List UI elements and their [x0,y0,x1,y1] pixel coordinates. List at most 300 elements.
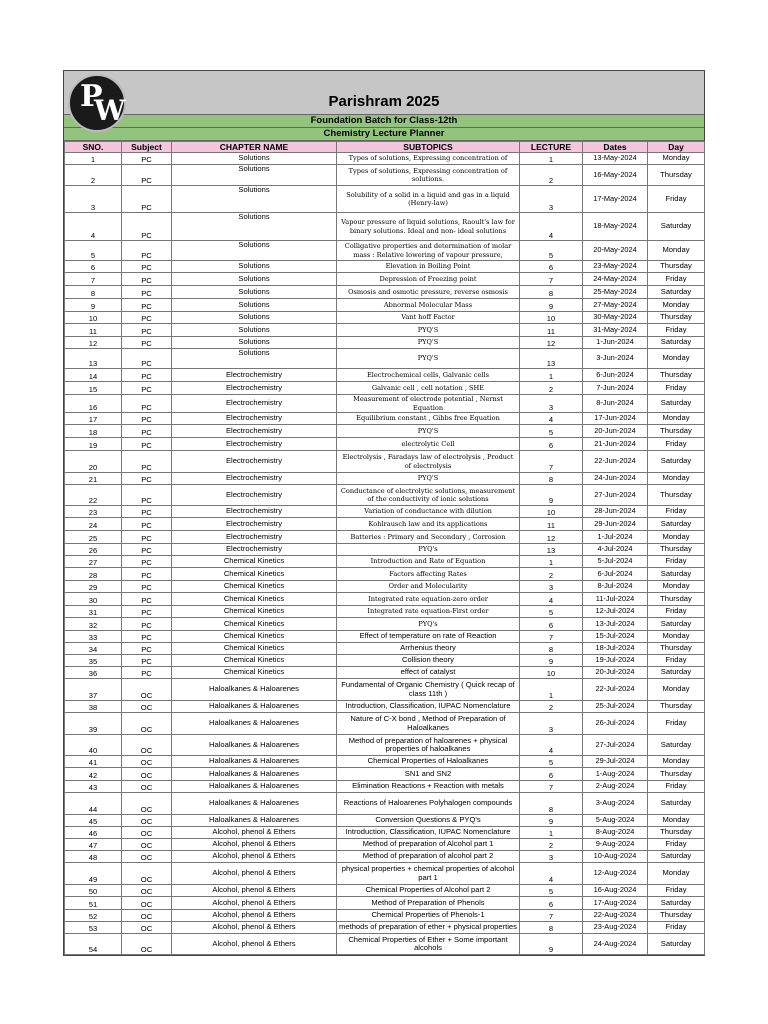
cell-subject: PC [122,568,172,581]
cell-date: 29-Jul-2024 [583,756,648,768]
cell-day: Thursday [648,425,705,438]
cell-day: Monday [648,581,705,593]
table-row [65,273,705,286]
cell-date: 26-Jul-2024 [583,713,648,735]
cell-date: 24-Aug-2024 [583,934,648,955]
cell-day: Saturday [648,518,705,531]
cell-day: Monday [648,631,705,643]
table-row [65,186,705,213]
table-row [65,556,705,568]
cell-date: 12-Jul-2024 [583,606,648,618]
cell-lecture: 5 [520,606,583,618]
cell-lecture: 6 [520,618,583,631]
table-row [65,679,705,701]
cell-chapter: Electrochemistry [172,395,337,413]
cell-chapter: Alcohol, phenol & Ethers [172,863,337,885]
table-row [65,485,705,506]
table-row [65,793,705,815]
cell-chapter: Electrochemistry [172,531,337,544]
cell-subtopic: Batteries : Primary and Secondary , Corrosion [337,531,520,544]
cell-chapter: Solutions [172,213,337,241]
cell-day: Thursday [648,593,705,606]
table-row [65,286,705,299]
cell-date: 6-Jul-2024 [583,568,648,581]
cell-date: 20-May-2024 [583,241,648,261]
cell-chapter: Chemical Kinetics [172,568,337,581]
cell-lecture: 5 [520,425,583,438]
cell-subject: PC [122,556,172,568]
cell-subject: OC [122,839,172,851]
cell-sno: 8 [65,286,122,299]
cell-lecture: 1 [520,827,583,839]
cell-sno: 48 [65,851,122,863]
cell-day: Friday [648,382,705,395]
cell-chapter: Electrochemistry [172,369,337,382]
cell-day: Saturday [648,667,705,679]
cell-date: 22-Jun-2024 [583,451,648,473]
cell-subtopic: Chemical Properties of Alcohol part 2 [337,885,520,897]
cell-date: 18-Jul-2024 [583,643,648,655]
table-row [65,768,705,781]
cell-day: Monday [648,531,705,544]
cell-day: Saturday [648,337,705,349]
cell-lecture: 6 [520,261,583,273]
cell-date: 27-Jul-2024 [583,735,648,756]
cell-chapter: Chemical Kinetics [172,606,337,618]
cell-subject: PC [122,186,172,213]
cell-lecture: 9 [520,485,583,506]
cell-subtopic: Equilibrium constant , Gibbs free Equation [337,413,520,425]
cell-chapter: Electrochemistry [172,382,337,395]
cell-sno: 6 [65,261,122,273]
cell-subject: OC [122,922,172,934]
cell-subject: OC [122,793,172,815]
cell-chapter: Solutions [172,324,337,337]
cell-day: Thursday [648,261,705,273]
cell-chapter: Alcohol, phenol & Ethers [172,827,337,839]
cell-subtopic: Factors affecting Rates [337,568,520,581]
cell-subtopic: Types of solutions, Expressing concentration of [337,153,520,165]
cell-sno: 32 [65,618,122,631]
cell-subject: PC [122,606,172,618]
cell-subject: OC [122,851,172,863]
table-row [65,851,705,863]
cell-sno: 47 [65,839,122,851]
cell-sno: 19 [65,438,122,451]
cell-day: Saturday [648,618,705,631]
cell-date: 22-Aug-2024 [583,910,648,922]
cell-subtopic: Chemical Properties of Phenols-1 [337,910,520,922]
cell-date: 7-Jun-2024 [583,382,648,395]
cell-date: 12-Aug-2024 [583,863,648,885]
cell-day: Monday [648,241,705,261]
cell-chapter: Solutions [172,349,337,369]
cell-sno: 45 [65,815,122,827]
cell-subtopic: PYQ's [337,618,520,631]
table-row [65,655,705,667]
cell-lecture: 2 [520,382,583,395]
cell-chapter: Alcohol, phenol & Ethers [172,934,337,955]
cell-subtopic: Elevation in Boiling Point [337,261,520,273]
cell-chapter: Solutions [172,261,337,273]
cell-subject: PC [122,312,172,324]
cell-day: Friday [648,324,705,337]
cell-sno: 12 [65,337,122,349]
cell-sno: 22 [65,485,122,506]
table-row [65,153,705,165]
table-row [65,165,705,186]
cell-subtopic: Collision theory [337,655,520,667]
cell-date: 1-Jul-2024 [583,531,648,544]
cell-chapter: Haloalkanes & Haloarenes [172,793,337,815]
cell-sno: 20 [65,451,122,473]
table-row [65,815,705,827]
cell-subtopic: Measurement of electrode potential , Nernst Equation [337,395,520,413]
cell-sno: 35 [65,655,122,667]
cell-lecture: 7 [520,273,583,286]
cell-lecture: 9 [520,815,583,827]
cell-subject: PC [122,369,172,382]
table-row [65,667,705,679]
cell-subtopic: effect of catalyst [337,667,520,679]
table-row [65,337,705,349]
cell-subtopic: Elimination Reactions + Reaction with metals [337,781,520,793]
cell-chapter: Solutions [172,312,337,324]
cell-chapter: Solutions [172,337,337,349]
cell-chapter: Solutions [172,273,337,286]
cell-subtopic: Electrolysis , Faradays law of electrolysis , Product of electrolysis [337,451,520,473]
cell-lecture: 10 [520,312,583,324]
cell-lecture: 6 [520,897,583,910]
cell-subject: PC [122,286,172,299]
cell-subject: PC [122,273,172,286]
cell-sno: 33 [65,631,122,643]
cell-date: 5-Aug-2024 [583,815,648,827]
cell-lecture: 7 [520,631,583,643]
cell-chapter: Alcohol, phenol & Ethers [172,885,337,897]
cell-date: 8-Aug-2024 [583,827,648,839]
cell-sno: 25 [65,531,122,544]
cell-subject: OC [122,885,172,897]
cell-lecture: 6 [520,768,583,781]
cell-day: Monday [648,473,705,485]
cell-subject: OC [122,701,172,713]
cell-sno: 31 [65,606,122,618]
cell-date: 2-Aug-2024 [583,781,648,793]
cell-lecture: 7 [520,451,583,473]
cell-subject: PC [122,506,172,518]
table-row [65,451,705,473]
cell-lecture: 8 [520,922,583,934]
table-row [65,413,705,425]
cell-lecture: 8 [520,286,583,299]
cell-chapter: Solutions [172,153,337,165]
cell-subtopic: Introduction and Rate of Equation [337,556,520,568]
cell-lecture: 9 [520,655,583,667]
cell-sno: 21 [65,473,122,485]
cell-sno: 26 [65,544,122,556]
cell-day: Thursday [648,701,705,713]
table-row [65,735,705,756]
cell-chapter: Solutions [172,299,337,312]
cell-sno: 13 [65,349,122,369]
table-row [65,618,705,631]
cell-subtopic: Integrated rate equation-First order [337,606,520,618]
table-row [65,299,705,312]
cell-subtopic: Osmosis and osmotic pressure, reverse osmosis [337,286,520,299]
cell-sno: 37 [65,679,122,701]
cell-day: Monday [648,153,705,165]
cell-sno: 42 [65,768,122,781]
cell-subtopic: Introduction, Classification, IUPAC Nomenclature [337,701,520,713]
cell-subject: PC [122,618,172,631]
cell-day: Friday [648,438,705,451]
cell-sno: 41 [65,756,122,768]
cell-lecture: 2 [520,701,583,713]
table-row [65,369,705,382]
table-row [65,438,705,451]
logo-letter-w: W [94,94,126,127]
cell-date: 25-May-2024 [583,286,648,299]
cell-subject: PC [122,581,172,593]
cell-lecture: 3 [520,851,583,863]
cell-day: Friday [648,713,705,735]
cell-sno: 16 [65,395,122,413]
cell-date: 25-Jul-2024 [583,701,648,713]
column-header-lecture: LECTURE [520,142,583,153]
cell-lecture: 5 [520,241,583,261]
cell-subtopic: Colligative properties and determination of molar mass : Relative lowering of vapour pressure, [337,241,520,261]
cell-subtopic: Method of preparation of alcohol part 2 [337,851,520,863]
cell-sno: 39 [65,713,122,735]
cell-day: Thursday [648,910,705,922]
cell-sno: 27 [65,556,122,568]
cell-subtopic: PYQ'S [337,473,520,485]
table-row [65,631,705,643]
cell-chapter: Solutions [172,286,337,299]
cell-subject: PC [122,544,172,556]
cell-subject: PC [122,531,172,544]
cell-sno: 43 [65,781,122,793]
cell-subtopic: Fundamental of Organic Chemistry ( Quick recap of class 11th ) [337,679,520,701]
cell-lecture: 9 [520,934,583,955]
cell-sno: 40 [65,735,122,756]
cell-lecture: 3 [520,581,583,593]
cell-subtopic: Method of Preparation of Phenols [337,897,520,910]
cell-day: Friday [648,186,705,213]
cell-subject: PC [122,213,172,241]
cell-subject: PC [122,382,172,395]
cell-subject: OC [122,910,172,922]
cell-date: 17-Aug-2024 [583,897,648,910]
cell-day: Friday [648,655,705,667]
cell-subtopic: Vant hoff Factor [337,312,520,324]
cell-date: 3-Jun-2024 [583,349,648,369]
cell-chapter: Haloalkanes & Haloarenes [172,815,337,827]
logo-letter-p: P [80,79,103,114]
column-header-subtopics: SUBTOPICS [337,142,520,153]
cell-day: Friday [648,839,705,851]
table-row [65,241,705,261]
cell-day: Monday [648,299,705,312]
cell-date: 23-May-2024 [583,261,648,273]
cell-subject: PC [122,241,172,261]
table-row [65,897,705,910]
cell-chapter: Solutions [172,241,337,261]
cell-lecture: 11 [520,324,583,337]
cell-subtopic: Galvanic cell , cell notation , SHE [337,382,520,395]
cell-subtopic: SN1 and SN2 [337,768,520,781]
cell-chapter: Electrochemistry [172,544,337,556]
table-row [65,713,705,735]
cell-subtopic: PYQ's [337,544,520,556]
cell-date: 6-Jun-2024 [583,369,648,382]
cell-date: 9-Aug-2024 [583,839,648,851]
cell-subtopic: Kohlrausch law and its applications [337,518,520,531]
cell-subtopic: Types of solutions, Expressing concentration of solutions. [337,165,520,186]
cell-date: 23-Aug-2024 [583,922,648,934]
cell-day: Monday [648,679,705,701]
cell-chapter: Alcohol, phenol & Ethers [172,851,337,863]
cell-day: Saturday [648,793,705,815]
cell-date: 13-Jul-2024 [583,618,648,631]
cell-subject: PC [122,349,172,369]
cell-chapter: Chemical Kinetics [172,643,337,655]
cell-subject: PC [122,655,172,667]
table-row [65,593,705,606]
cell-date: 13-May-2024 [583,153,648,165]
cell-date: 8-Jun-2024 [583,395,648,413]
cell-subtopic: Electrochemical cells, Galvanic cells [337,369,520,382]
cell-chapter: Electrochemistry [172,506,337,518]
cell-date: 31-May-2024 [583,324,648,337]
cell-day: Saturday [648,286,705,299]
planner-title: Chemistry Lecture Planner [64,128,704,141]
cell-chapter: Chemical Kinetics [172,593,337,606]
batch-subtitle: Foundation Batch for Class-12th [64,115,704,128]
cell-subtopic: Vapour pressure of liquid solutions, Raoult's law for binary solutions. Ideal and non- ideal solutions [337,213,520,241]
cell-chapter: Electrochemistry [172,413,337,425]
cell-sno: 44 [65,793,122,815]
cell-subtopic: Arrhenius theory [337,643,520,655]
cell-day: Thursday [648,369,705,382]
cell-lecture: 13 [520,349,583,369]
cell-date: 1-Aug-2024 [583,768,648,781]
cell-subtopic: Conversion Questions & PYQ's [337,815,520,827]
table-row [65,701,705,713]
cell-sno: 28 [65,568,122,581]
cell-date: 1-Jun-2024 [583,337,648,349]
cell-subtopic: Chemical Properties of Haloalkanes [337,756,520,768]
cell-subtopic: Chemical Properties of Ether + Some important alcohols [337,934,520,955]
cell-subject: PC [122,153,172,165]
cell-sno: 14 [65,369,122,382]
cell-chapter: Electrochemistry [172,518,337,531]
cell-lecture: 4 [520,735,583,756]
cell-day: Monday [648,756,705,768]
cell-chapter: Electrochemistry [172,473,337,485]
cell-subject: OC [122,827,172,839]
cell-sno: 24 [65,518,122,531]
cell-sno: 36 [65,667,122,679]
cell-date: 8-Jul-2024 [583,581,648,593]
cell-lecture: 1 [520,153,583,165]
cell-day: Friday [648,922,705,934]
cell-subtopic: PYQ'S [337,349,520,369]
cell-subject: OC [122,934,172,955]
cell-date: 24-May-2024 [583,273,648,286]
cell-lecture: 12 [520,337,583,349]
table-row [65,756,705,768]
cell-day: Friday [648,556,705,568]
cell-lecture: 8 [520,643,583,655]
cell-day: Saturday [648,451,705,473]
cell-date: 16-Aug-2024 [583,885,648,897]
cell-day: Thursday [648,165,705,186]
cell-chapter: Chemical Kinetics [172,556,337,568]
cell-date: 19-Jul-2024 [583,655,648,667]
table-row [65,643,705,655]
table-row [65,827,705,839]
cell-sno: 54 [65,934,122,955]
cell-subtopic: Solubility of a solid in a liquid and gas in a liquid (Henry-law) [337,186,520,213]
cell-subject: PC [122,337,172,349]
cell-lecture: 3 [520,186,583,213]
cell-day: Friday [648,885,705,897]
cell-subtopic: PYQ'S [337,425,520,438]
cell-sno: 4 [65,213,122,241]
cell-lecture: 11 [520,518,583,531]
cell-subject: OC [122,768,172,781]
cell-subject: PC [122,593,172,606]
cell-date: 3-Aug-2024 [583,793,648,815]
table-row [65,839,705,851]
cell-subject: PC [122,165,172,186]
cell-chapter: Alcohol, phenol & Ethers [172,897,337,910]
cell-subject: PC [122,438,172,451]
cell-subject: PC [122,425,172,438]
table-row [65,213,705,241]
cell-lecture: 1 [520,679,583,701]
cell-date: 27-Jun-2024 [583,485,648,506]
cell-date: 17-May-2024 [583,186,648,213]
cell-lecture: 7 [520,781,583,793]
cell-lecture: 4 [520,213,583,241]
cell-chapter: Solutions [172,186,337,213]
cell-lecture: 2 [520,568,583,581]
column-header-subject: Subject [122,142,172,153]
cell-chapter: Haloalkanes & Haloarenes [172,768,337,781]
cell-day: Saturday [648,851,705,863]
cell-lecture: 3 [520,395,583,413]
table-row [65,922,705,934]
cell-date: 22-Jul-2024 [583,679,648,701]
cell-chapter: Chemical Kinetics [172,655,337,667]
table-row [65,581,705,593]
cell-sno: 51 [65,897,122,910]
cell-lecture: 1 [520,556,583,568]
cell-date: 5-Jul-2024 [583,556,648,568]
cell-chapter: Electrochemistry [172,438,337,451]
pw-logo-icon [68,74,126,132]
cell-lecture: 10 [520,667,583,679]
cell-lecture: 4 [520,413,583,425]
cell-chapter: Chemical Kinetics [172,618,337,631]
cell-date: 29-Jun-2024 [583,518,648,531]
table-row [65,473,705,485]
cell-sno: 38 [65,701,122,713]
cell-lecture: 9 [520,299,583,312]
